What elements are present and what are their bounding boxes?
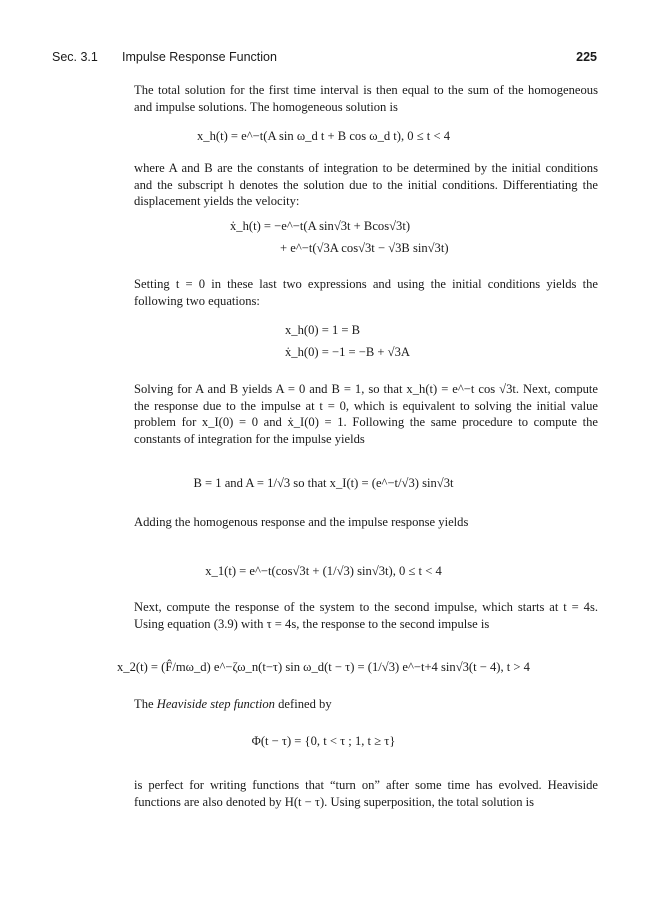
running-title: Impulse Response Function <box>122 50 277 64</box>
equation-velocity-line-2: + e^−t(√3A cos√3t − √3B sin√3t) <box>280 241 449 255</box>
equation-homogeneous-solution: x_h(t) = e^−t(A sin ω_d t + B cos ω_d t), 0 ≤ t < 4 <box>197 129 450 143</box>
equation-impulse-constants: B = 1 and A = 1/√3 so that x_I(t) = (e^−t/√3) sin√3t <box>193 476 454 490</box>
equation-first-interval: x_1(t) = e^−t(cos√3t + (1/√3) sin√3t), 0 ≤ t < 4 <box>205 564 442 578</box>
paragraph-3: Setting t = 0 in these last two expressions and using the initial conditions yields the following two equations: <box>134 277 598 308</box>
page-number: 225 <box>576 50 597 64</box>
paragraph-8: is perfect for writing functions that “turn on” after some time has evolved. Heaviside functions are also denoted by H(t − τ). Using superposition, the total solution is <box>134 778 598 809</box>
paragraph-1: The total solution for the first time interval is then equal to the sum of the homogeneous and impulse solutions. The homogeneous solution is <box>134 83 598 114</box>
paragraph-7-suffix: defined by <box>278 697 332 711</box>
equation-initial-vel: ẋ_h(0) = −1 = −B + √3A <box>285 345 410 359</box>
equation-velocity-line-1: ẋ_h(t) = −e^−t(A sin√3t + Bcos√3t) <box>230 219 411 233</box>
paragraph-7-prefix: The <box>134 697 154 711</box>
equation-initial-disp: x_h(0) = 1 = B <box>285 323 361 337</box>
paragraph-5: Adding the homogenous response and the impulse response yields <box>134 515 469 529</box>
equation-heaviside: Φ(t − τ) = {0, t < τ ; 1, t ≥ τ} <box>251 734 396 748</box>
paragraph-7 <box>134 696 598 713</box>
paragraph-2: where A and B are the constants of integration to be determined by the initial conditions and the subscript h denotes the solution due to the initial conditions. Differentiating the displacement yields the velocity: <box>134 161 598 208</box>
paragraph-6: Next, compute the response of the system to the second impulse, which starts at t = 4s. Using equation (3.9) with τ = 4s, the response to the second impulse is <box>134 600 598 631</box>
heaviside-term: Heaviside step function <box>156 697 275 711</box>
section-label: Sec. 3.1 <box>52 50 98 64</box>
paragraph-4: Solving for A and B yields A = 0 and B = 1, so that x_h(t) = e^−t cos √3t. Next, compute the response due to the impulse at t = 0, which is equivalent to solving the initial value problem for x_I(0) = 0 and ẋ_I(0) = 1. Following the same procedure to compute the constants of integration for the impulse yields <box>134 382 598 446</box>
equation-second-impulse: x_2(t) = (F̂/mω_d) e^−ζω_n(t−τ) sin ω_d(t − τ) = (1/√3) e^−t+4 sin√3(t − 4), t > 4 <box>117 660 530 674</box>
